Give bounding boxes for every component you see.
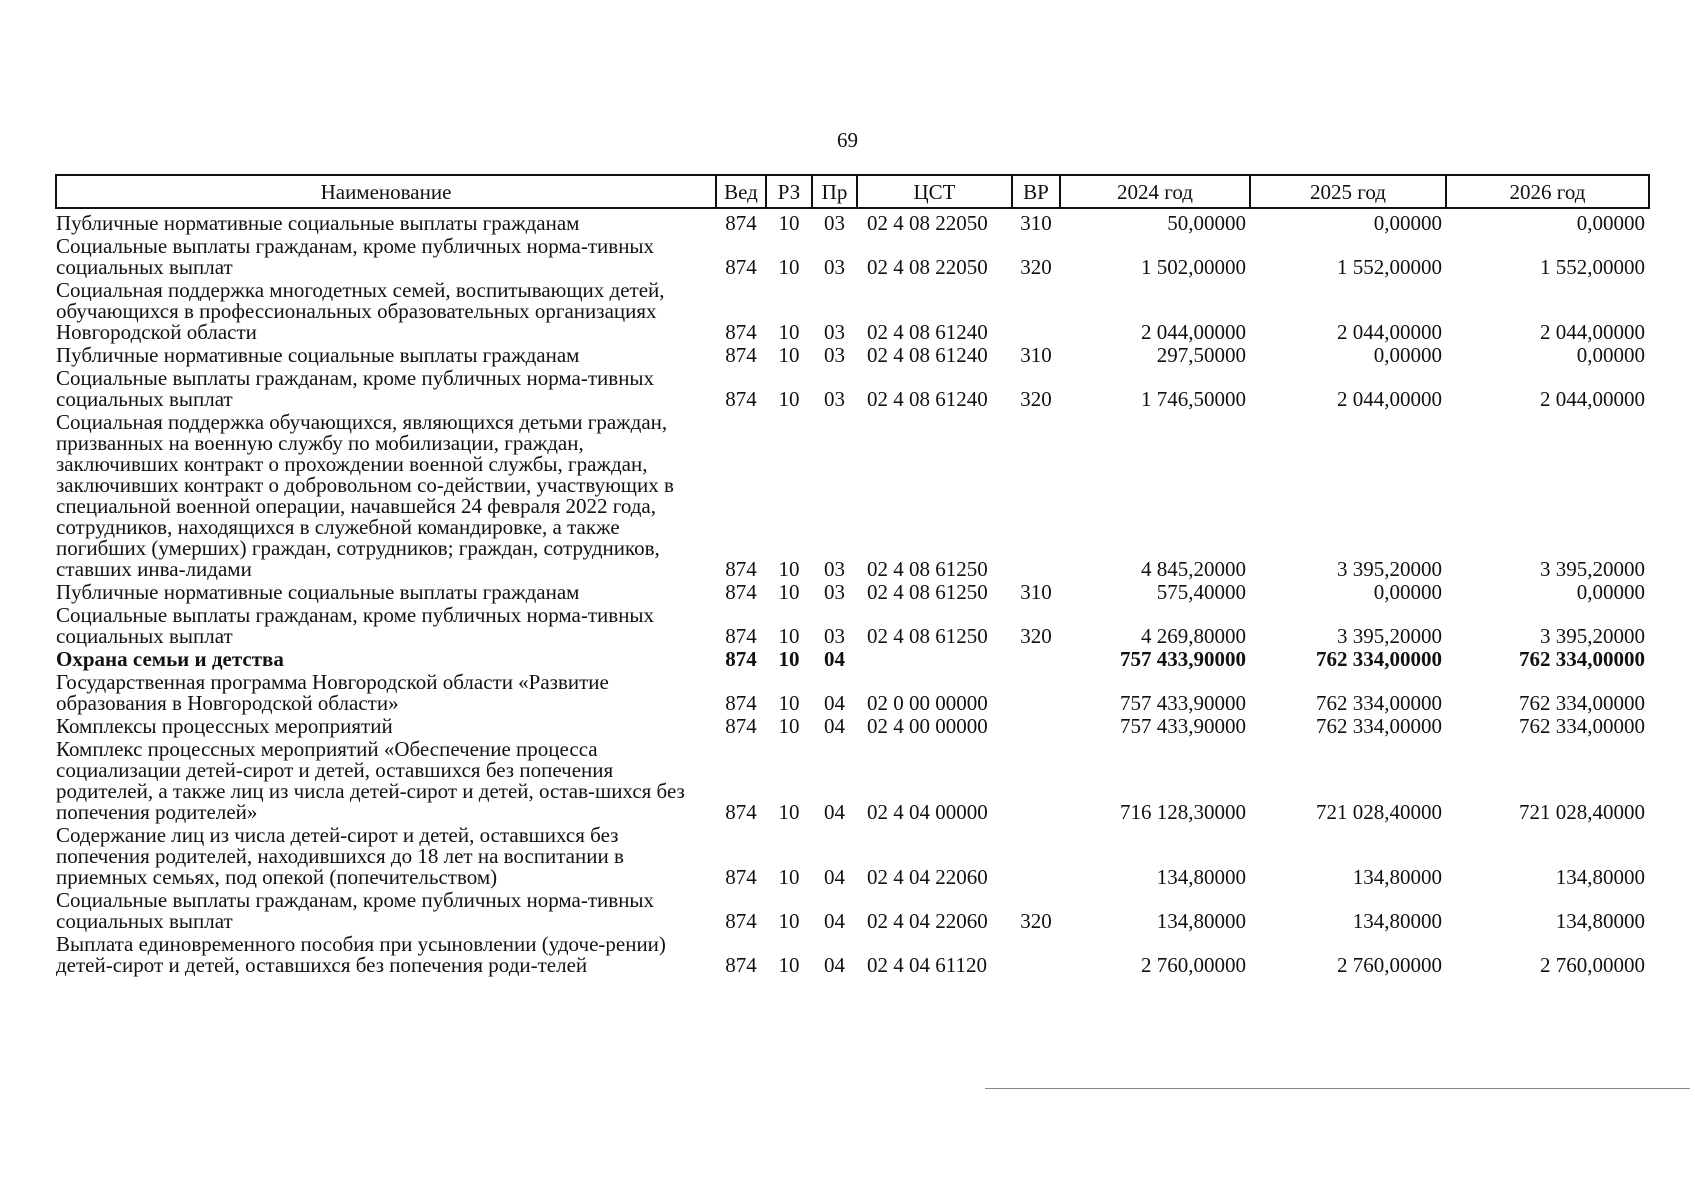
cell-rz: 10 (778, 624, 800, 648)
cell-name: Публичные нормативные социальные выплаты гражданам (56, 343, 580, 367)
cell-rz: 10 (778, 647, 800, 671)
cell-pr: 04 (824, 865, 845, 889)
cell-cst: 02 4 08 61240 (867, 387, 988, 411)
table-row (56, 715, 1649, 738)
cell-2024: 2 044,00000 (1141, 320, 1246, 344)
page-number: 69 (837, 128, 858, 152)
cell-cst: 02 4 08 61250 (867, 557, 988, 581)
cell-vr: 320 (1020, 255, 1052, 279)
cell-2026: 3 395,20000 (1540, 624, 1645, 648)
cell-vr: 320 (1020, 624, 1052, 648)
table-row (56, 604, 1649, 648)
cell-name: Публичные нормативные социальные выплаты гражданам (56, 580, 580, 604)
cell-ved: 874 (725, 953, 757, 977)
cell-rz: 10 (778, 320, 800, 344)
cell-cst: 02 4 04 22060 (867, 909, 988, 933)
cell-2025: 134,80000 (1352, 909, 1442, 933)
cell-cst: 02 0 00 00000 (867, 691, 988, 715)
cell-2024: 757 433,90000 (1120, 691, 1246, 715)
cell-ved: 874 (725, 691, 757, 715)
cell-vr: 310 (1020, 343, 1052, 367)
cell-cst: 02 4 08 61250 (867, 580, 988, 604)
cell-name: Охрана семьи и детства (56, 647, 284, 671)
cell-vr: 310 (1020, 580, 1052, 604)
cell-2024: 2 760,00000 (1141, 953, 1246, 977)
cell-name: Содержание лиц из числа детей-сирот и детей, оставшихся без попечения родителей, находившихся до 18 лет на воспитании в приемных семьях, под опекой (попечительством) (56, 823, 624, 889)
cell-2026: 134,80000 (1555, 909, 1645, 933)
cell-2026: 3 395,20000 (1540, 557, 1645, 581)
cell-name: Социальная поддержка обучающихся, являющихся детьми граждан, призванных на военную службу по мобилизации, граждан, заключивших контракт о прохождении военной службы, граждан, заключивших контракт о добровольном со-действии, участвующих в специальной военной операции, начавшейся 24 февраля 2022 года, сотрудников, находящихся в служебной командировке, а также погибших (умерших) граждан, сотрудников; граждан, сотрудников, ставших инва-лидами (56, 410, 674, 581)
cell-name: Социальная поддержка многодетных семей, воспитывающих детей, обучающихся в профессиональных образовательных организациях Новгородской области (56, 278, 665, 344)
table-header (56, 175, 1649, 208)
cell-name: Комплексы процессных мероприятий (56, 714, 393, 738)
table-row (56, 581, 1649, 604)
cell-pr: 03 (824, 320, 845, 344)
cell-cst: 02 4 08 61240 (867, 343, 988, 367)
cell-name: Государственная программа Новгородской области «Развитие образования в Новгородской области» (56, 670, 609, 715)
cell-ved: 874 (725, 211, 757, 235)
cell-2026: 2 044,00000 (1540, 320, 1645, 344)
cell-pr: 04 (824, 647, 845, 671)
header-2026: 2026 год (1446, 175, 1649, 208)
header-pr: Пр (812, 175, 857, 208)
cell-name: Комплекс процессных мероприятий «Обеспечение процесса социализации детей-сирот и детей, оставшихся без попечения родителей, а также лиц из числа детей-сирот и детей, остав-шихся без попечения родителей» (56, 737, 685, 824)
cell-2026: 762 334,00000 (1519, 647, 1645, 671)
cell-2026: 134,80000 (1555, 865, 1645, 889)
cell-2026: 762 334,00000 (1519, 691, 1645, 715)
cell-2024: 134,80000 (1156, 865, 1246, 889)
table-row (56, 889, 1649, 933)
cell-2024: 134,80000 (1156, 909, 1246, 933)
table-row (56, 208, 1649, 235)
header-name: Наименование (56, 175, 716, 208)
table-row (56, 648, 1649, 671)
cell-name: Социальные выплаты гражданам, кроме публичных норма-тивных социальных выплат (56, 366, 655, 411)
table-row (56, 279, 1649, 344)
header-vr: ВР (1012, 175, 1060, 208)
cell-pr: 03 (824, 387, 845, 411)
cell-2025: 3 395,20000 (1337, 624, 1442, 648)
cell-rz: 10 (778, 909, 800, 933)
cell-2026: 0,00000 (1576, 343, 1645, 367)
cell-cst: 02 4 08 61240 (867, 320, 988, 344)
table-row (56, 671, 1649, 715)
cell-pr: 04 (824, 800, 845, 824)
cell-vr: 310 (1020, 211, 1052, 235)
header-2024: 2024 год (1060, 175, 1250, 208)
cell-cst: 02 4 04 00000 (867, 800, 988, 824)
table-body (56, 208, 1649, 977)
cell-cst: 02 4 00 00000 (867, 714, 988, 738)
cell-ved: 874 (725, 714, 757, 738)
table-row (56, 738, 1649, 824)
cell-2024: 757 433,90000 (1120, 647, 1246, 671)
cell-ved: 874 (725, 800, 757, 824)
cell-name: Социальные выплаты гражданам, кроме публичных норма-тивных социальных выплат (56, 888, 655, 933)
cell-2024: 297,50000 (1156, 343, 1246, 367)
header-2025: 2025 год (1250, 175, 1446, 208)
cell-cst: 02 4 04 61120 (867, 953, 987, 977)
cell-cst: 02 4 08 22050 (867, 255, 988, 279)
cell-2025: 762 334,00000 (1316, 647, 1442, 671)
cell-rz: 10 (778, 387, 800, 411)
cell-2026: 2 760,00000 (1540, 953, 1645, 977)
cell-2025: 2 760,00000 (1337, 953, 1442, 977)
cell-ved: 874 (725, 343, 757, 367)
scan-artifact-line (985, 1088, 1690, 1089)
cell-cst: 02 4 08 61250 (867, 624, 988, 648)
cell-cst: 02 4 04 22060 (867, 865, 988, 889)
cell-2025: 0,00000 (1373, 211, 1442, 235)
cell-2024: 757 433,90000 (1120, 714, 1246, 738)
cell-rz: 10 (778, 580, 800, 604)
cell-ved: 874 (725, 387, 757, 411)
cell-ved: 874 (725, 909, 757, 933)
cell-vr (1012, 279, 1060, 344)
cell-vr (1012, 715, 1060, 738)
cell-name: Социальные выплаты гражданам, кроме публичных норма-тивных социальных выплат (56, 234, 655, 279)
cell-2026: 721 028,40000 (1519, 800, 1645, 824)
cell-rz: 10 (778, 211, 800, 235)
cell-vr: 320 (1020, 387, 1052, 411)
cell-2024: 4 269,80000 (1141, 624, 1246, 648)
cell-2025: 3 395,20000 (1337, 557, 1442, 581)
budget-table (55, 174, 1650, 977)
cell-2026: 0,00000 (1576, 211, 1645, 235)
cell-ved: 874 (725, 557, 757, 581)
cell-rz: 10 (778, 255, 800, 279)
cell-pr: 04 (824, 714, 845, 738)
header-cst: ЦСТ (857, 175, 1012, 208)
table-row (56, 411, 1649, 581)
cell-ved: 874 (725, 647, 757, 671)
cell-2025: 762 334,00000 (1316, 691, 1442, 715)
cell-vr (1012, 933, 1060, 977)
cell-ved: 874 (725, 865, 757, 889)
cell-pr: 03 (824, 343, 845, 367)
cell-2025: 2 044,00000 (1337, 387, 1442, 411)
cell-2025: 0,00000 (1373, 580, 1442, 604)
cell-name: Публичные нормативные социальные выплаты гражданам (56, 211, 580, 235)
cell-cst (857, 648, 1012, 671)
cell-vr (1012, 738, 1060, 824)
cell-vr (1012, 671, 1060, 715)
cell-2024: 50,00000 (1167, 211, 1246, 235)
header-rz: РЗ (766, 175, 812, 208)
cell-ved: 874 (725, 624, 757, 648)
cell-2025: 134,80000 (1352, 865, 1442, 889)
cell-ved: 874 (725, 320, 757, 344)
cell-2024: 1 746,50000 (1141, 387, 1246, 411)
cell-name: Выплата единовременного пособия при усыновлении (удоче-рении) детей-сирот и детей, оставшихся без попечения роди-телей (56, 932, 666, 977)
cell-rz: 10 (778, 865, 800, 889)
cell-2026: 762 334,00000 (1519, 714, 1645, 738)
cell-rz: 10 (778, 800, 800, 824)
cell-2025: 1 552,00000 (1337, 255, 1442, 279)
cell-pr: 03 (824, 211, 845, 235)
cell-pr: 04 (824, 953, 845, 977)
cell-2025: 762 334,00000 (1316, 714, 1442, 738)
cell-vr (1012, 411, 1060, 581)
cell-pr: 03 (824, 255, 845, 279)
cell-rz: 10 (778, 343, 800, 367)
table-row (56, 933, 1649, 977)
cell-pr: 04 (824, 691, 845, 715)
cell-2025: 2 044,00000 (1337, 320, 1442, 344)
cell-2024: 4 845,20000 (1141, 557, 1246, 581)
cell-2026: 1 552,00000 (1540, 255, 1645, 279)
table-row (56, 235, 1649, 279)
cell-2024: 716 128,30000 (1120, 800, 1246, 824)
cell-rz: 10 (778, 557, 800, 581)
cell-name: Социальные выплаты гражданам, кроме публичных норма-тивных социальных выплат (56, 603, 655, 648)
table-row (56, 824, 1649, 889)
cell-ved: 874 (725, 255, 757, 279)
cell-2026: 0,00000 (1576, 580, 1645, 604)
cell-2025: 721 028,40000 (1316, 800, 1442, 824)
cell-ved: 874 (725, 580, 757, 604)
cell-vr: 320 (1020, 909, 1052, 933)
cell-2024: 1 502,00000 (1141, 255, 1246, 279)
cell-pr: 03 (824, 580, 845, 604)
cell-rz: 10 (778, 691, 800, 715)
table-row (56, 367, 1649, 411)
cell-rz: 10 (778, 953, 800, 977)
cell-pr: 03 (824, 557, 845, 581)
cell-pr: 03 (824, 624, 845, 648)
cell-vr (1012, 648, 1060, 671)
table-row (56, 344, 1649, 367)
cell-pr: 04 (824, 909, 845, 933)
cell-vr (1012, 824, 1060, 889)
cell-cst: 02 4 08 22050 (867, 211, 988, 235)
cell-2025: 0,00000 (1373, 343, 1442, 367)
cell-2026: 2 044,00000 (1540, 387, 1645, 411)
cell-rz: 10 (778, 714, 800, 738)
header-ved: Вед (716, 175, 766, 208)
cell-2024: 575,40000 (1156, 580, 1246, 604)
